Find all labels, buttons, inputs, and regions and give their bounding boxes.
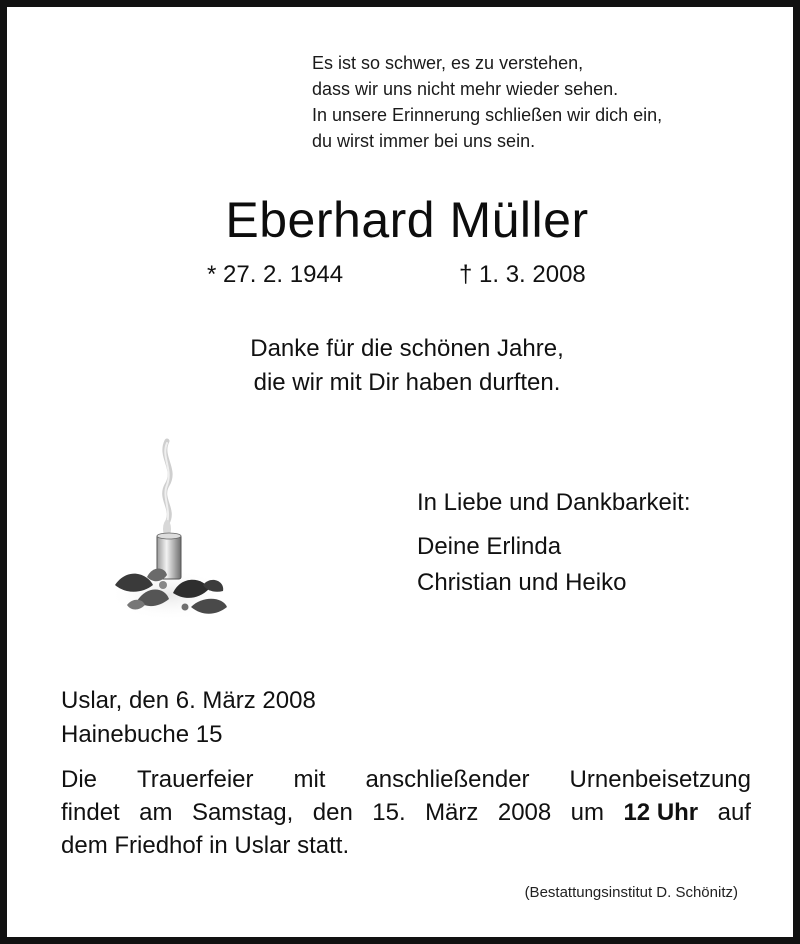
place-and-date (61, 684, 316, 752)
notice-word: 2008 (497, 799, 552, 826)
notice-line-3: dem Friedhof in Uslar statt. (61, 832, 350, 859)
notice-word: am (139, 799, 173, 826)
notice-word: den (312, 799, 353, 826)
notice-line-1 (61, 763, 751, 796)
memorial-poem (312, 50, 662, 154)
mourner-name: Deine Erlinda (417, 533, 562, 560)
birth-date: * 27. 2. 1944 (207, 261, 344, 288)
mourner-name: Christian und Heiko (417, 569, 627, 596)
deceased-name: Eberhard Müller (225, 192, 589, 248)
notice-word: Die (61, 766, 98, 793)
signoff-text: In Liebe und Dankbarkeit: (417, 489, 691, 516)
notice-word: um (570, 799, 605, 826)
notice-word: März (425, 799, 479, 826)
notice-word: 15. (372, 799, 406, 826)
thanks-message (7, 332, 800, 400)
notice-word: auf (717, 799, 751, 826)
funeral-home-credit: (Bestattungsinstitut D. Schönitz) (524, 884, 738, 901)
notice-word: anschließender (365, 766, 530, 793)
notice-word: Trauerfeier (137, 766, 254, 793)
thanks-line: Danke für die schönen Jahre, (250, 335, 564, 362)
address-line: Hainebuche 15 (61, 721, 223, 748)
poem-line: In unsere Erinnerung schließen wir dich ein, (312, 105, 663, 125)
poem-line: Es ist so schwer, es zu verstehen, (312, 53, 584, 73)
ceremony-time: 12 Uhr (623, 799, 699, 826)
poem-line: du wirst immer bei uns sein. (312, 131, 536, 151)
funeral-notice (61, 763, 751, 862)
notice-word: findet (61, 799, 120, 826)
mourners-list (417, 529, 626, 601)
candle-with-leaves-icon (107, 435, 237, 627)
notice-word: Urnenbeisetzung (569, 766, 751, 793)
death-date: † 1. 3. 2008 (459, 261, 586, 288)
notice-line-2 (61, 796, 751, 829)
date-line: Uslar, den 6. März 2008 (61, 687, 316, 714)
notice-word: Samstag, (191, 799, 294, 826)
notice-word: mit (293, 766, 326, 793)
poem-line: dass wir uns nicht mehr wieder sehen. (312, 79, 619, 99)
thanks-line: die wir mit Dir haben durften. (253, 369, 561, 396)
